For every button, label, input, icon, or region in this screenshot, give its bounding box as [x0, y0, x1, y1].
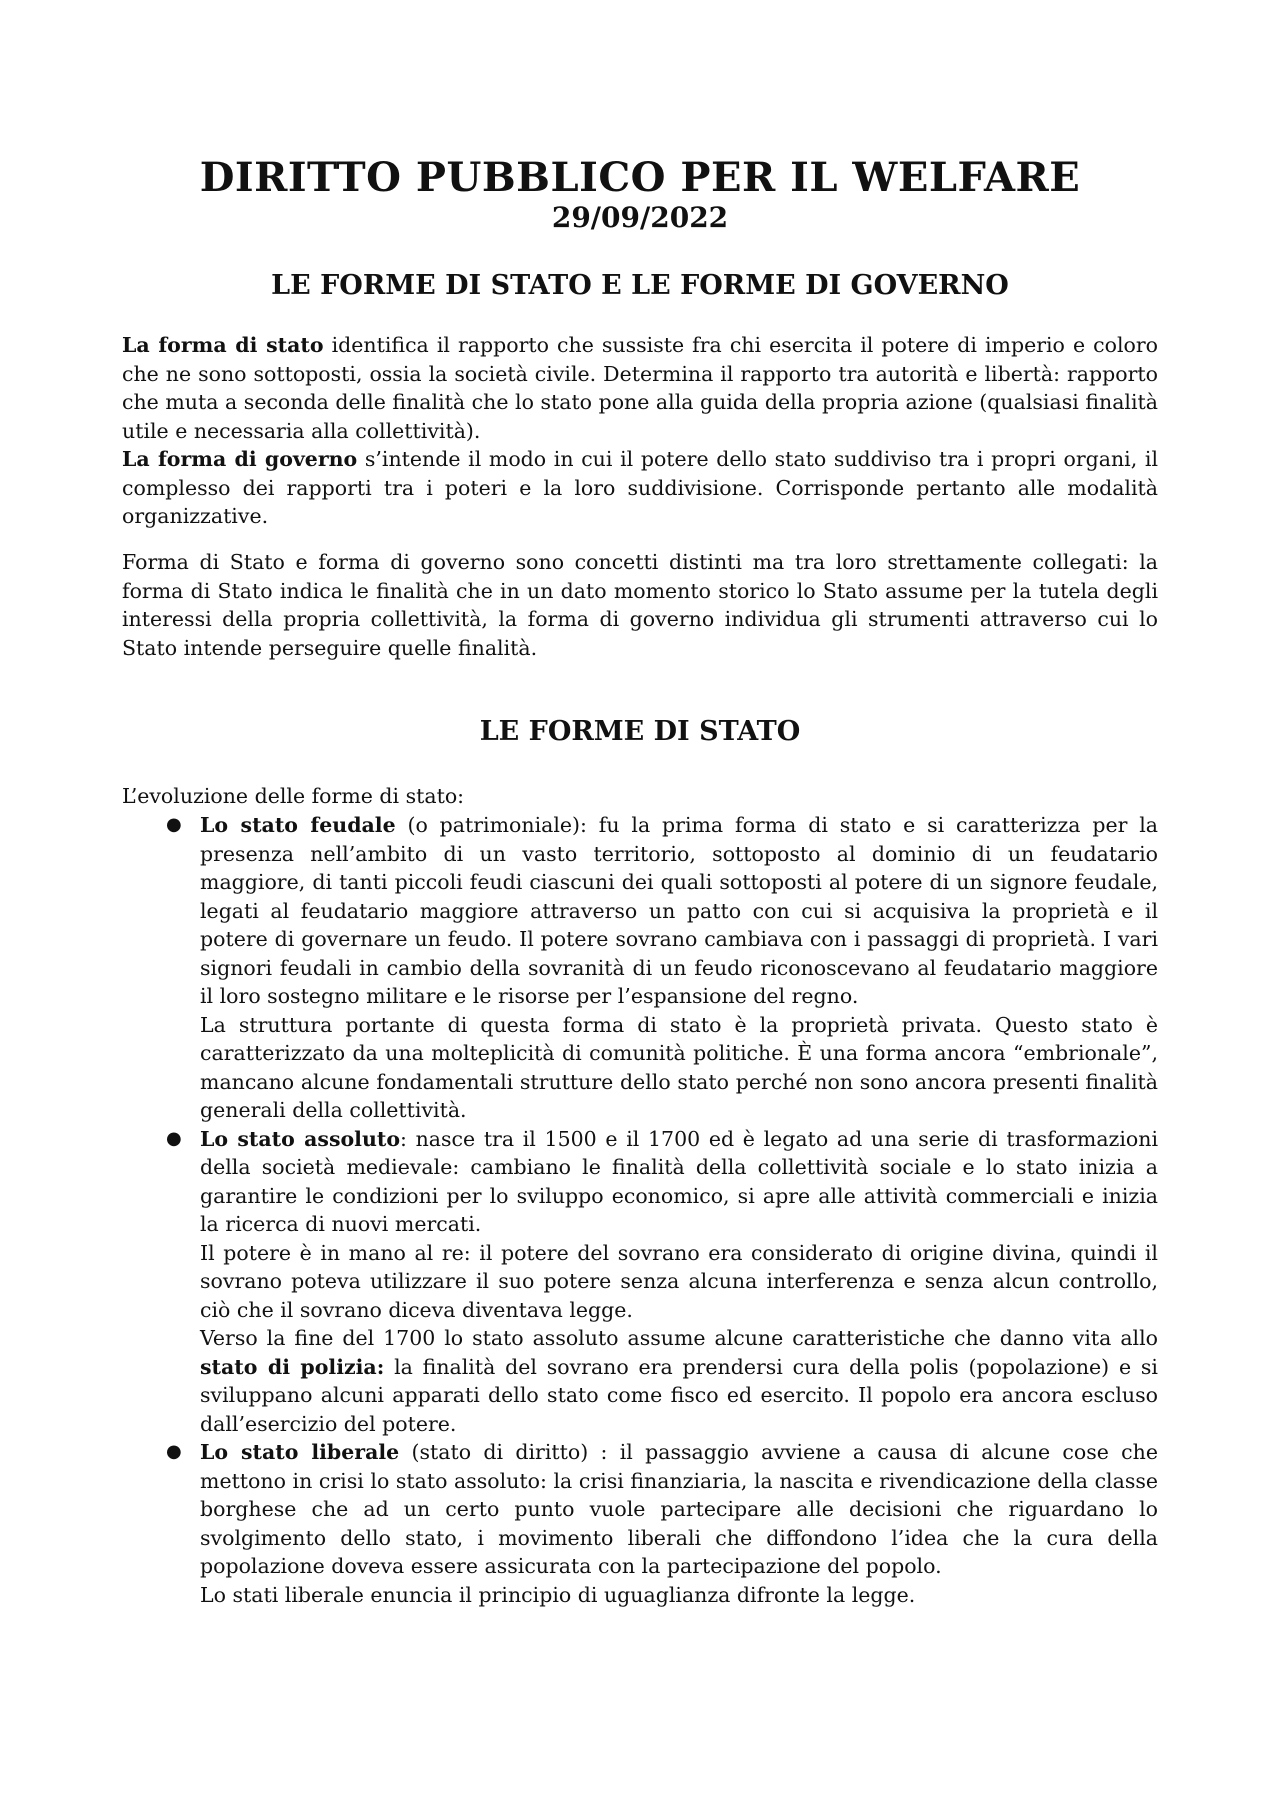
item-text: (stato di diritto) : il passaggio avviene a causa di alcune cose che mettono in crisi lo stato assoluto: la crisi finanziaria, la nascita e rivendicazione della classe borghese che ad un certo punto vuole partecipare alle decisioni che riguardano lo svolgimento dello stato, i movimento liberali che diffondono l’idea che la cura della popolazione doveva essere assicurata con la partecipazione del popolo. — [200, 1440, 1158, 1578]
document-title: DIRITTO PUBBLICO PER IL WELFARE — [199, 154, 1081, 201]
item-extra: Il potere è in mano al re: il potere del sovrano era considerato di origine divina, quindi il sovrano poteva utilizzare il suo potere senza alcuna interferenza e senza alcun controllo, ciò che il sovrano diceva diventava legge. — [200, 1240, 1158, 1322]
item-extra: Lo stati liberale enuncia il principio di uguaglianza difronte la legge. — [200, 1582, 916, 1607]
term-stato-di-polizia: stato di polizia: — [200, 1354, 385, 1379]
definition-forma-di-stato: identifica il rapporto che sussiste fra chi esercita il potere di imperio e coloro che ne sono sottoposti, ossia la società civile. Determina il rapporto tra autorità e libertà: rapporto che muta a seconda delle finalità che lo stato pone alla guida della propria azione (qualsiasi finalità utile e necessaria alla collettività). — [122, 333, 1158, 443]
term-forma-di-governo: La forma di governo — [122, 447, 358, 471]
definition-forma-di-governo: s’intende il modo in cui il potere dello stato suddiviso tra i propri organi, il complesso dei rapporti tra i poteri e la loro suddivisione. Corrisponde pertanto alle modalità organizzative. — [122, 447, 1158, 528]
list-intro: L’evoluzione delle forme di stato: — [122, 784, 465, 808]
item-term: Lo stato feudale — [200, 813, 396, 837]
item-text: (o patrimoniale): fu la prima forma di stato e si caratterizza per la presenza nell’ambito di un vasto territorio, sottoposto al dominio di un feudatario maggiore, di tanti piccoli feudi ciascuni dei quali sottoposti al potere di un signore feudale, legati al feudatario maggiore attraverso un patto con cui si acquisiva la proprietà e il potere di governare un feudo. Il potere sovrano cambiava con i passaggi di proprietà. I vari signori feudali in cambio della sovranità di un feudo riconoscevano al feudatario maggiore il loro sostegno militare e le risorse per l’espansione del regno. — [200, 813, 1158, 1008]
paragraph-comparison: Forma di Stato e forma di governo sono concetti distinti ma tra loro strettamente collegati: la forma di Stato indica le finalità che in un dato momento storico lo Stato assume per la tutela degli interessi della propria collettività, la forma di governo individua gli strumenti attraverso cui lo Stato intende perseguire quelle finalità. — [122, 550, 1158, 660]
item-extra-2-post: la finalità del sovrano era prendersi cura della polis (popolazione) e si sviluppano alcuni apparati dello stato come fisco ed esercito. Il popolo era ancora escluso dall’esercizio del potere. — [200, 1354, 1158, 1436]
bullet-icon: ● — [166, 814, 182, 835]
item-term: Lo stato liberale — [200, 1440, 400, 1464]
list-item-stato-feudale — [166, 811, 1158, 1125]
item-extra-2 — [200, 1324, 1158, 1438]
item-text: : nasce tra il 1500 e il 1700 ed è legato ad una serie di trasformazioni della società medievale: cambiano le finalità della collettività sociale e lo stato inizia a garantire le condizioni per lo sviluppo economico, si apre alle attività commerciali e inizia la ricerca di nuovi mercati. — [200, 1126, 1159, 1236]
document-date: 29/09/2022 — [551, 201, 729, 234]
bullet-icon: ● — [166, 1441, 182, 1462]
section-heading-forms: LE FORME DI STATO E LE FORME DI GOVERNO — [271, 270, 1009, 301]
item-extra-2-pre: Verso la fine del 1700 lo stato assoluto assume alcune caratteristiche che danno vita allo — [200, 1326, 1158, 1350]
item-extra: La struttura portante di questa forma di stato è la proprietà privata. Questo stato è caratterizzato da una molteplicità di comunità politiche. È una forma ancora “embrionale”, mancano alcune fondamentali strutture dello stato perché non sono ancora presenti finalità generali della collettività. — [200, 1012, 1158, 1122]
term-forma-di-stato: La forma di stato — [122, 333, 324, 357]
bullet-icon: ● — [166, 1127, 182, 1149]
forms-list — [166, 811, 1159, 1609]
forma-di-governo-line — [122, 445, 1158, 531]
paragraph-definitions — [122, 331, 1158, 531]
list-item-stato-assoluto — [166, 1125, 1159, 1439]
section-heading-forme-di-stato: LE FORME DI STATO — [479, 716, 801, 747]
list-item-stato-liberale — [166, 1438, 1158, 1609]
item-term: Lo stato assoluto — [200, 1126, 400, 1151]
